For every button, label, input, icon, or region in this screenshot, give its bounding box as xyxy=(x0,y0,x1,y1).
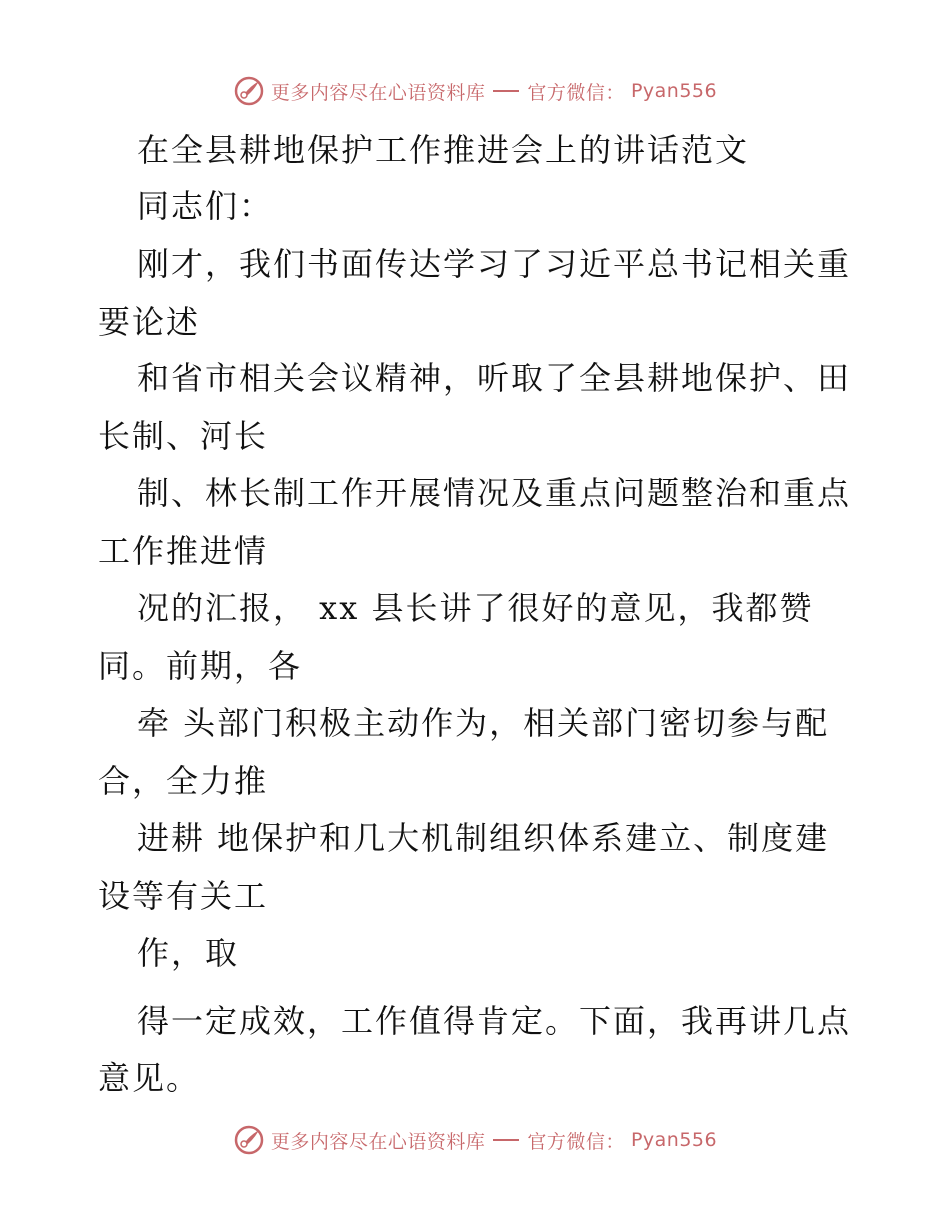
watermark-wechat-id: Pyan556 xyxy=(630,1129,718,1151)
body-line: 设等有关工 xyxy=(98,877,269,915)
watermark-brand-text: 更多内容尽在心语资料库 xyxy=(270,1130,486,1153)
watermark-separator xyxy=(493,1139,519,1141)
watermark-wechat-label: 官方微信： xyxy=(527,1130,625,1153)
body-line: 刚才，我们书面传达学习了习近平总书记相关重 xyxy=(137,245,852,283)
body-line: 得一定成效，工作值得肯定。下面，我再讲几点 xyxy=(137,1002,852,1040)
watermark-wechat-label: 官方微信： xyxy=(527,81,625,104)
body-line: 合，全力推 xyxy=(98,762,269,800)
footer-watermark xyxy=(0,1120,950,1160)
body-line: 况的汇报， xx 县长讲了很好的意见，我都赞 xyxy=(137,589,814,627)
body-line: 要论述 xyxy=(98,303,201,341)
body-line: 长制、河长 xyxy=(98,417,269,455)
body-line: 进耕 地保护和几大机制组织体系建立、制度建 xyxy=(137,819,830,857)
quill-logo-icon xyxy=(233,1124,265,1156)
body-line: 和省市相关会议精神，听取了全县耕地保护、田 xyxy=(137,359,852,397)
salutation: 同志们： xyxy=(137,187,274,225)
watermark-brand-text: 更多内容尽在心语资料库 xyxy=(270,81,486,104)
body-line: 制、林长制工作开展情况及重点问题整治和重点 xyxy=(137,474,852,512)
watermark-wechat-id: Pyan556 xyxy=(630,80,718,102)
body-line: 同。前期，各 xyxy=(98,647,303,685)
body-line: 作，取 xyxy=(137,934,240,972)
body-line: 牵 头部门积极主动作为，相关部门密切参与配 xyxy=(137,704,830,742)
document-title: 在全县耕地保护工作推进会上的讲话范文 xyxy=(137,131,750,169)
body-line: 意见。 xyxy=(98,1059,201,1097)
body-line: 工作推进情 xyxy=(98,532,269,570)
